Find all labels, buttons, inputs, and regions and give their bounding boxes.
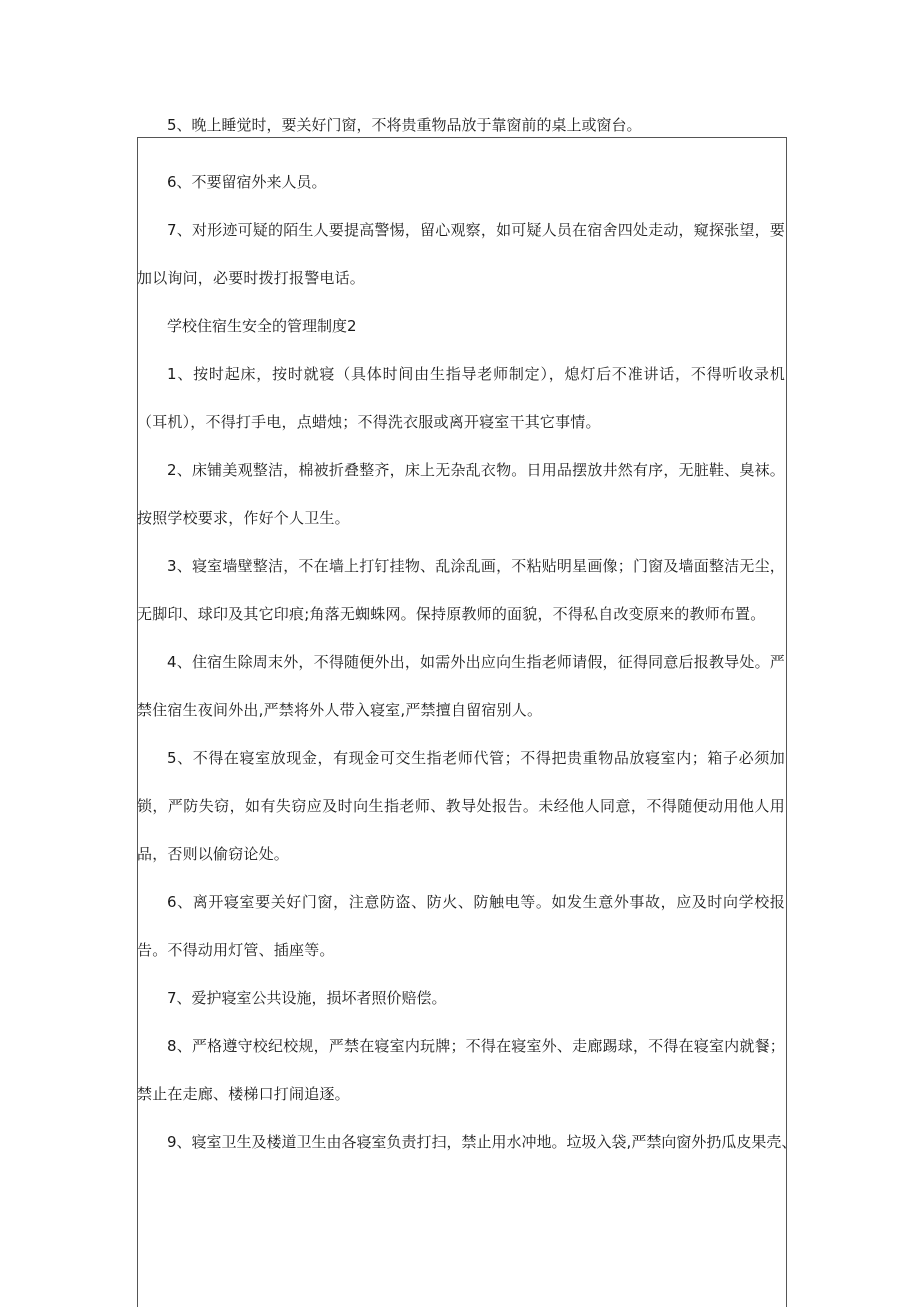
rule-4-going-out: 4、住宿生除周末外，不得随便外出，如需外出应向生指老师请假，征得同意后报教导处。严禁住宿生夜间外出,严禁将外人带入寝室,严禁擅自留宿别人。 bbox=[137, 653, 785, 719]
rule-8-discipline: 8、严格遵守校纪校规，严禁在寝室内玩牌；不得在寝室外、走廊踢球，不得在寝室内就餐；禁止在走廊、楼梯口打闹追逐。 bbox=[137, 1037, 785, 1103]
rule-9-cleaning: 9、寝室卫生及楼道卫生由各寝室负责打扫，禁止用水冲地。垃圾入袋,严禁向窗外扔瓜皮果壳、 bbox=[167, 1133, 797, 1151]
rule-1-schedule: 1、按时起床，按时就寝（具体时间由生指导老师制定），熄灯后不准讲话，不得听收录机（耳机），不得打手电，点蜡烛；不得洗衣服或离开寝室干其它事情。 bbox=[137, 365, 785, 431]
rule-5-valuables: 5、不得在寝室放现金，有现金可交生指老师代管；不得把贵重物品放寝室内；箱子必须加锁，严防失窃，如有失窃应及时向生指老师、教导处报告。未经他人同意，不得随便动用他人用品，否则以偷窃论处。 bbox=[137, 749, 785, 863]
rule-7-suspicious-persons: 7、对形迹可疑的陌生人要提高警惕，留心观察，如可疑人员在宿舍四处走动，窥探张望，要加以询问，必要时拨打报警电话。 bbox=[137, 221, 785, 287]
rule-2-bedding: 2、床铺美观整洁，棉被折叠整齐，床上无杂乱衣物。日用品摆放井然有序，无脏鞋、臭袜。按照学校要求，作好个人卫生。 bbox=[137, 461, 785, 527]
rule-7-facilities: 7、爱护寝室公共设施，损坏者照价赔偿。 bbox=[167, 989, 447, 1007]
document-body bbox=[137, 158, 797, 1166]
rule-3-walls: 3、寝室墙壁整洁，不在墙上打钉挂物、乱涂乱画，不粘贴明星画像；门窗及墙面整洁无尘，无脚印、球印及其它印痕;角落无蜘蛛网。保持原教师的面貌，不得私自改变原来的教师布置。 bbox=[137, 557, 785, 623]
rule-6-leaving-room: 6、离开寝室要关好门窗，注意防盗、防火、防触电等。如发生意外事故，应及时向学校报告。不得动用灯管、插座等。 bbox=[137, 893, 785, 959]
section-heading: 学校住宿生安全的管理制度2 bbox=[167, 317, 357, 335]
rule-5-night-windows: 5、晚上睡觉时，要关好门窗，不将贵重物品放于靠窗前的桌上或窗台。 bbox=[167, 116, 642, 134]
rule-6-no-outsiders: 6、不要留宿外来人员。 bbox=[167, 173, 327, 191]
